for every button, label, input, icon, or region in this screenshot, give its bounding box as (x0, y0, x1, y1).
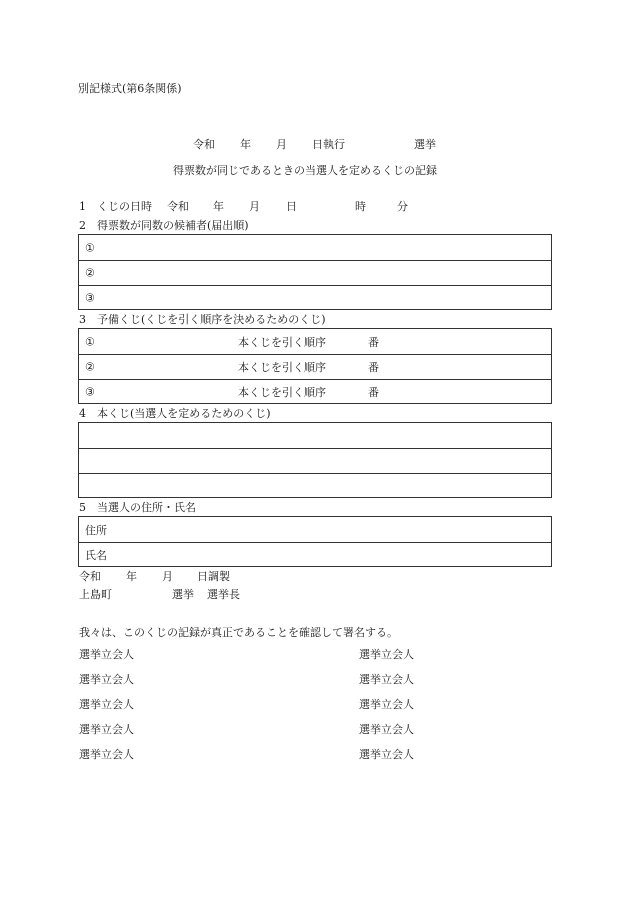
winner-name-row (79, 542, 551, 566)
preliminary-lot-table (78, 328, 552, 404)
section-1-minute: 分 (397, 200, 408, 213)
section-1-hour: 時 (355, 200, 366, 213)
main-lot-row (79, 473, 551, 497)
title-year: 年 (240, 138, 251, 151)
candidate-mark: ② (85, 266, 95, 280)
candidate-row (79, 260, 551, 285)
candidates-table (78, 234, 552, 310)
section-1-label: くじの日時 (97, 200, 152, 213)
section-1-era: 令和 (167, 200, 189, 213)
section-1-month: 月 (249, 200, 260, 213)
witness-label: 選挙立会人 (79, 698, 134, 711)
section-2-label: 得票数が同数の候補者(届出順) (97, 219, 249, 232)
witness-label: 選挙立会人 (359, 748, 414, 761)
section-5-number: 5 (79, 501, 86, 514)
candidate-row (79, 285, 551, 309)
witness-label: 選挙立会人 (79, 748, 134, 761)
preliminary-lot-mark: ② (85, 360, 95, 374)
document-title: 得票数が同じであるときの当選人を定めるくじの記録 (173, 164, 437, 177)
preliminary-lot-mark: ③ (85, 385, 95, 398)
town-name: 上島町 (79, 588, 112, 601)
section-5-label: 当選人の住所・氏名 (97, 501, 196, 514)
candidate-mark: ③ (85, 291, 95, 304)
witness-label: 選挙立会人 (79, 723, 134, 736)
prep-year: 年 (126, 570, 137, 583)
witness-label: 選挙立会人 (79, 648, 134, 661)
section-4-number: 4 (79, 407, 86, 420)
title-day-exec: 日執行 (312, 138, 345, 151)
prep-day: 日調製 (197, 570, 230, 583)
title-era: 令和 (193, 138, 215, 151)
preliminary-lot-text: 本くじを引く順序 (238, 361, 326, 374)
witness-label: 選挙立会人 (359, 723, 414, 736)
town-election: 選挙 (172, 588, 194, 601)
candidate-row (79, 235, 551, 260)
witness-label: 選挙立会人 (79, 673, 134, 686)
candidate-mark: ① (85, 241, 95, 254)
election-chief: 選挙長 (207, 588, 240, 601)
preliminary-lot-row (79, 354, 551, 379)
preliminary-lot-unit: 番 (368, 361, 379, 374)
form-reference: 別記様式(第6条関係) (78, 82, 182, 95)
main-lot-row (79, 448, 551, 473)
title-election: 選挙 (414, 138, 436, 151)
section-1-day: 日 (286, 200, 297, 213)
section-4-label: 本くじ(当選人を定めるためのくじ) (97, 407, 271, 420)
preliminary-lot-row (79, 329, 551, 354)
preliminary-lot-text: 本くじを引く順序 (238, 335, 326, 349)
section-3-label: 予備くじ(くじを引く順序を決めるためのくじ) (97, 313, 326, 326)
main-lot-row (79, 423, 551, 448)
witness-label: 選挙立会人 (359, 673, 414, 686)
winner-address-label: 住所 (85, 523, 107, 537)
section-1-number: 1 (79, 200, 86, 213)
preliminary-lot-mark: ① (85, 335, 95, 348)
preliminary-lot-unit: 番 (368, 335, 379, 349)
preliminary-lot-row (79, 379, 551, 403)
preliminary-lot-text: 本くじを引く順序 (238, 385, 326, 399)
confirmation-statement: 我々は、このくじの記録が真正であることを確認して署名する。 (79, 626, 398, 639)
preliminary-lot-unit: 番 (368, 385, 379, 399)
section-1-year: 年 (213, 200, 224, 213)
winner-name-label: 氏名 (85, 548, 107, 562)
winner-table (78, 516, 552, 567)
prep-month: 月 (162, 570, 173, 583)
witness-label: 選挙立会人 (359, 648, 414, 661)
section-3-number: 3 (79, 313, 86, 326)
section-2-number: 2 (79, 219, 86, 232)
winner-address-row (79, 517, 551, 542)
main-lot-table (78, 422, 552, 498)
title-month: 月 (276, 138, 287, 151)
prep-era: 令和 (79, 570, 101, 583)
witness-label: 選挙立会人 (359, 698, 414, 711)
